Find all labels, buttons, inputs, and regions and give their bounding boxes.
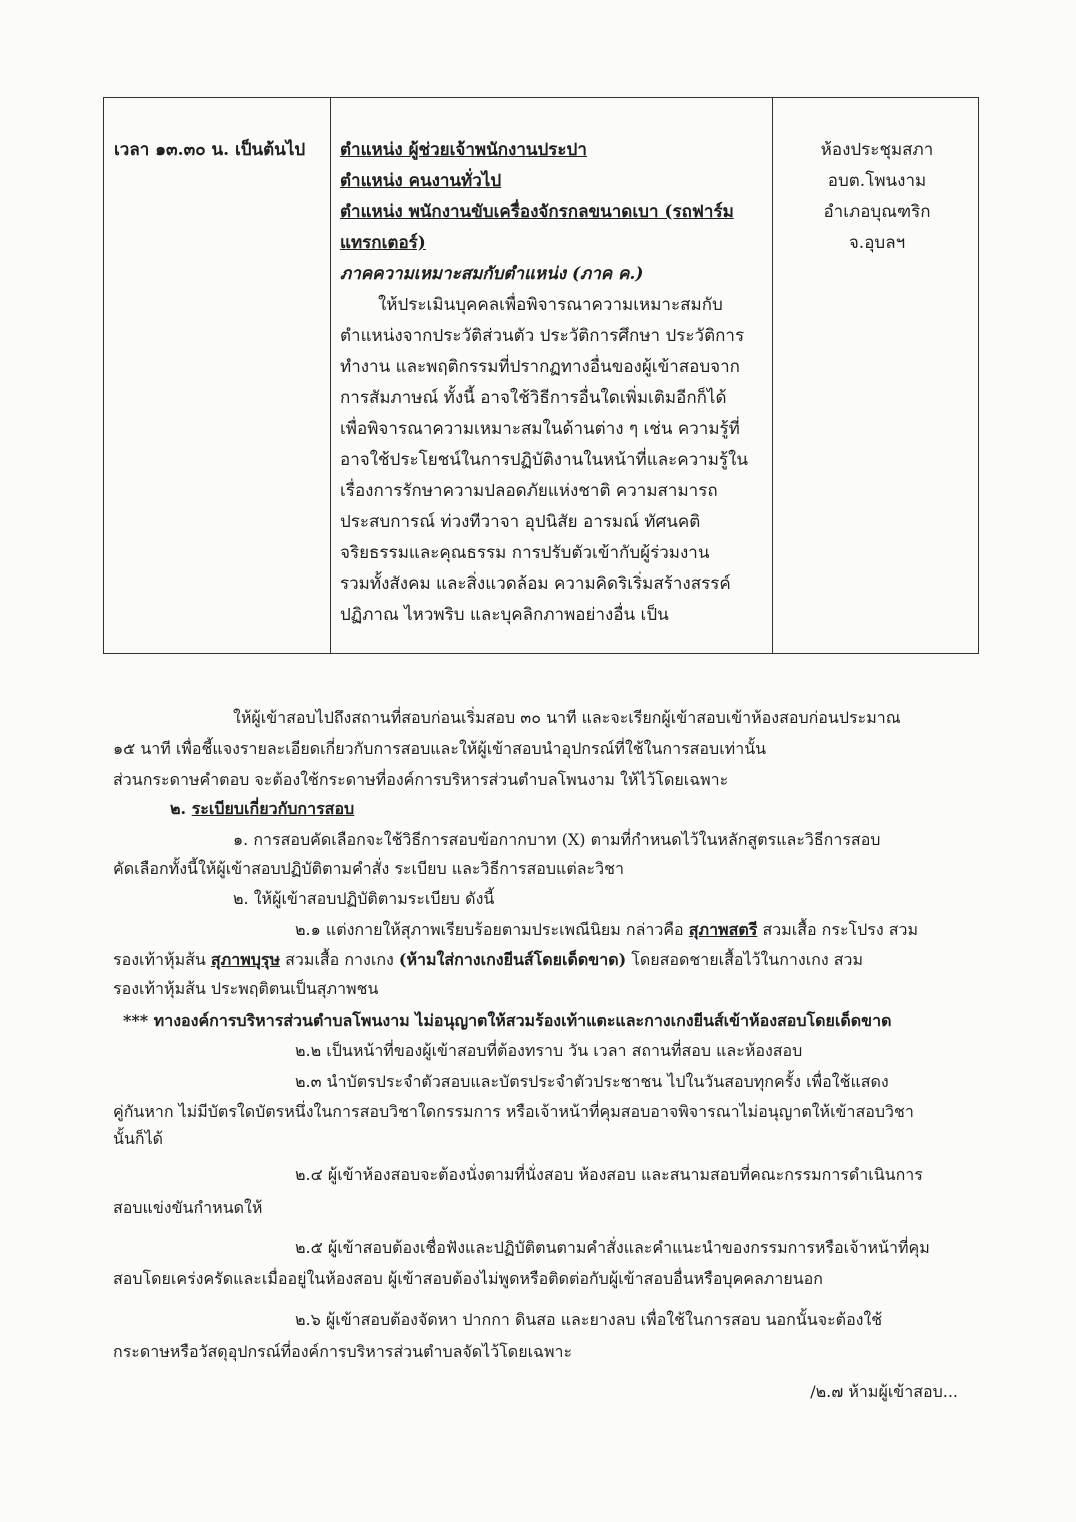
section-title: ภาคความเหมาะสมกับตำแหน่ง (ภาค ค.)	[340, 264, 644, 284]
schedule-table	[103, 97, 979, 654]
exam-time: เวลา ๑๓.๓๐ น. เป็นต้นไป	[114, 140, 306, 160]
room-line: อำเภอบุณฑริก	[823, 202, 931, 222]
description-line: ประสบการณ์ ท่วงทีวาจา อุปนิสัย อารมณ์ ทัศนคติ	[340, 512, 701, 532]
rule-item-2-1	[295, 918, 918, 943]
section-title: ระเบียบเกี่ยวกับการสอบ	[191, 799, 355, 818]
rule-item-2-3-cont: คู่กันหาก ไม่มีบัตรใดบัตรหนึ่งในการสอบวิชาใดกรรมการ หรือเจ้าหน้าที่คุมสอบอาจพิจารณาไม่อนุญาตให้เข้าสอบวิชา	[113, 1102, 914, 1121]
room-line: จ.อุบลฯ	[848, 233, 906, 253]
section-number: ๒.	[170, 799, 187, 818]
rule-item-2-1-cont: รองเท้าหุ้มส้น ประพฤติตนเป็นสุภาพชน	[113, 979, 379, 998]
description-line: ตำแหน่งจากประวัติส่วนตัว ประวัติการศึกษา ประวัติการ	[340, 326, 745, 346]
text: โดยสอดชายเสื้อไว้ในกางเกง สวม	[631, 950, 864, 969]
position-3-cont: แทรกเตอร์)	[340, 233, 426, 253]
time-cell	[114, 135, 328, 166]
description-line: อาจใช้ประโยชน์ในการปฏิบัติงานในหน้าที่และความรู้ใน	[340, 450, 748, 470]
position-1: ตำแหน่ง ผู้ช่วยเจ้าพนักงานประปา	[340, 140, 587, 160]
position-3: ตำแหน่ง พนักงานขับเครื่องจักรกลขนาดเบา (รถฟาร์ม	[340, 202, 734, 222]
text: รองเท้าหุ้มส้น	[113, 950, 211, 969]
rule-item: ๒. ให้ผู้เข้าสอบปฏิบัติตามระเบียบ ดังนี้	[233, 889, 495, 908]
rule-item: ๑. การสอบคัดเลือกจะใช้วิธีการสอบข้อกากบาท (X) ตามที่กำหนดไว้ในหลักสูตรและวิธีการสอบ	[233, 830, 881, 849]
rule-item-2-3: ๒.๓ นำบัตรประจำตัวสอบและบัตรประจำตัวประชาชน ไปในวันสอบทุกครั้ง เพื่อใช้แสดง	[295, 1072, 889, 1091]
paragraph-line: ส่วนกระดาษคำตอบ จะต้องใช้กระดาษที่องค์การบริหารส่วนตำบลโพนงาม ให้ไว้โดยเฉพาะ	[113, 770, 729, 789]
description-line: จริยธรรมและคุณธรรม การปรับตัวเข้ากับผู้ร่วมงาน	[340, 543, 710, 563]
column-divider	[772, 98, 773, 653]
rule-item-2-2: ๒.๒ เป็นหน้าที่ของผู้เข้าสอบที่ต้องทราบ วัน เวลา สถานที่สอบ และห้องสอบ	[295, 1041, 803, 1060]
description-line: เรื่องการรักษาความปลอดภัยแห่งชาติ ความสามารถ	[340, 481, 718, 501]
female-label: สุภาพสตรี	[688, 920, 758, 939]
rule-item-2-3-cont: นั้นก็ได้	[113, 1129, 163, 1148]
description-line: การสัมภาษณ์ ทั้งนี้ อาจใช้วิธีการอื่นใดเพิ่มเติมอีกก็ได้	[340, 388, 727, 408]
column-divider	[330, 98, 331, 653]
page-continuation: /๒.๗ ห้ามผู้เข้าสอบ...	[810, 1382, 958, 1401]
text: สวมเสื้อ กระโปรง สวม	[762, 920, 919, 939]
position-2: ตำแหน่ง คนงานทั่วไป	[340, 171, 502, 191]
male-label: สุภาพบุรุษ	[210, 950, 281, 969]
paragraph-line: ๑๕ นาที เพื่อชี้แจงรายละเอียดเกี่ยวกับการสอบและให้ผู้เข้าสอบนำอุปกรณ์ที่ใช้ในการสอบเท่านั้น	[113, 739, 767, 758]
rule-item-2-4-cont: สอบแข่งขันกำหนดให้	[113, 1198, 263, 1217]
section-2-heading	[170, 797, 354, 822]
rule-item: คัดเลือกทั้งนี้ให้ผู้เข้าสอบปฏิบัติตามคำสั่ง ระเบียบ และวิธีการสอบแต่ละวิชา	[113, 859, 624, 878]
rule-item-2-5: ๒.๕ ผู้เข้าสอบต้องเชื่อฟังและปฏิบัติตนตามคำสั่งและคำแนะนำของกรรมการหรือเจ้าหน้าที่คุม	[295, 1238, 930, 1257]
paragraph-line: ให้ผู้เข้าสอบไปถึงสถานที่สอบก่อนเริ่มสอบ ๓๐ นาที และจะเรียกผู้เข้าสอบเข้าห้องสอบก่อนประมาณ	[233, 708, 901, 727]
rule-item-2-1-cont	[113, 948, 863, 973]
text: สวมเสื้อ กางเกง	[285, 950, 399, 969]
description-line: ทำงาน และพฤติกรรมที่ปรากฏทางอื่นของผู้เข้าสอบจาก	[340, 357, 740, 377]
description-line: ปฏิภาณ ไหวพริบ และบุคลิกภาพอย่างอื่น เป็น	[340, 605, 669, 625]
description-line: ให้ประเมินบุคคลเพื่อพิจารณาความเหมาะสมกับ	[378, 295, 723, 315]
description-line: รวมทั้งสังคม และสิ่งแวดล้อม ความคิดริเริ่มสร้างสรรค์	[340, 574, 731, 594]
warning-note: *** ทางองค์การบริหารส่วนตำบลโพนงาม ไม่อนุญาตให้สวมร้องเท้าแตะและกางเกงยีนส์เข้าห้องสอบโดยเด็ดขาด	[123, 1011, 892, 1030]
rule-item-2-5-cont: สอบโดยเคร่งครัดและเมื่ออยู่ในห้องสอบ ผู้เข้าสอบต้องไม่พูดหรือติดต่อกับผู้เข้าสอบอื่นหรือบุคคลภายนอก	[113, 1269, 823, 1288]
positions-cell	[340, 135, 764, 631]
description-line: เพื่อพิจารณาความเหมาะสมในด้านต่าง ๆ เช่น ความรู้ที่	[340, 419, 740, 439]
room-line: อบต.โพนงาม	[827, 171, 927, 191]
rule-item-2-6-cont: กระดาษหรือวัสดุอุปกรณ์ที่องค์การบริหารส่วนตำบลจัดไว้โดยเฉพาะ	[113, 1342, 573, 1361]
room-line: ห้องประชุมสภา	[820, 140, 934, 160]
text: ๒.๑ แต่งกายให้สุภาพเรียบร้อยตามประเพณีนิยม กล่าวคือ	[295, 920, 684, 939]
rule-item-2-6: ๒.๖ ผู้เข้าสอบต้องจัดหา ปากกา ดินสอ และยางลบ เพื่อใช้ในการสอบ นอกนั้นจะต้องใช้	[295, 1310, 883, 1329]
room-cell	[780, 135, 974, 259]
jeans-warning: (ห้ามใส่กางเกงยีนส์โดยเด็ดขาด)	[398, 950, 627, 969]
rule-item-2-4: ๒.๔ ผู้เข้าห้องสอบจะต้องนั่งตามที่นั่งสอบ ห้องสอบ และสนามสอบที่คณะกรรมการดำเนินการ	[295, 1165, 923, 1184]
